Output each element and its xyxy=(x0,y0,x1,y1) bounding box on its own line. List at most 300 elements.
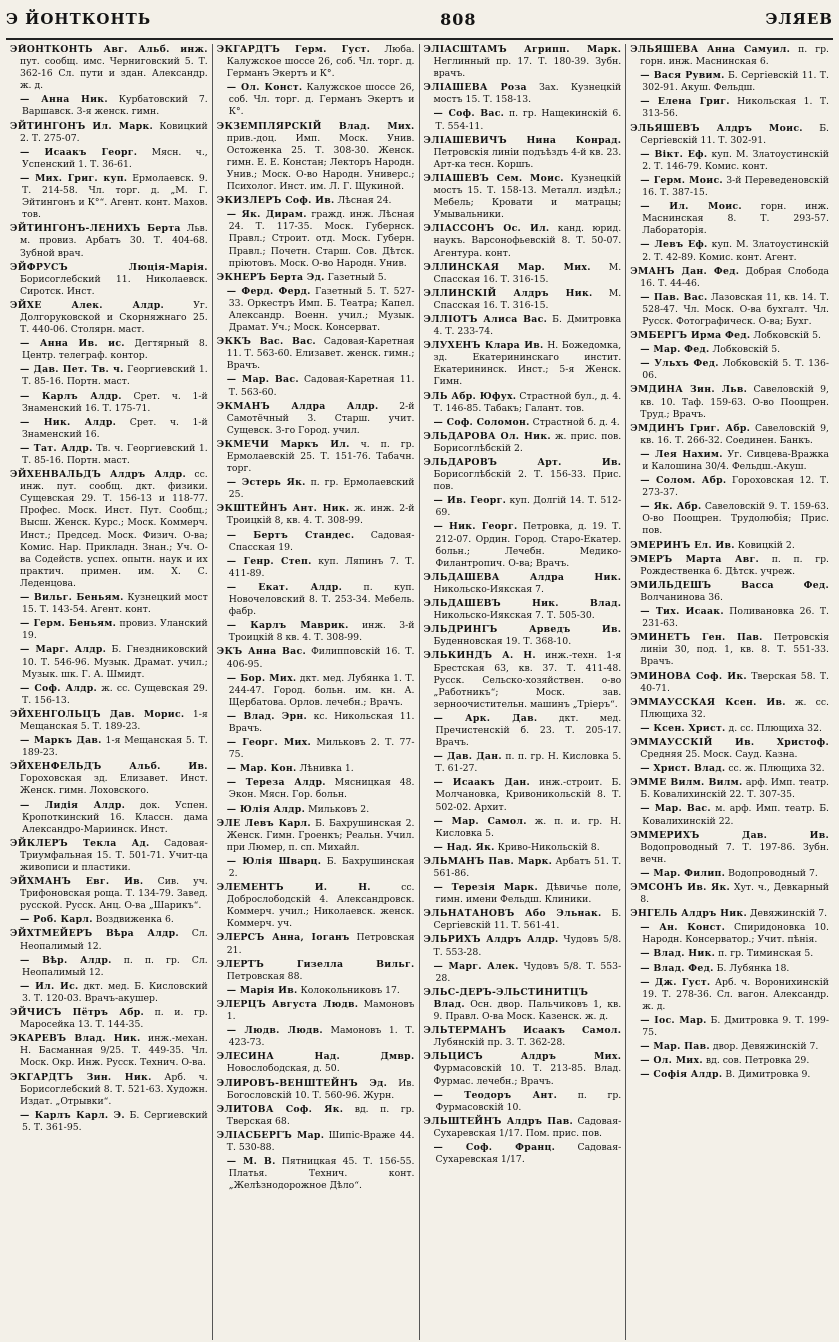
directory-entry xyxy=(10,223,208,259)
entry-name: — Марг. Алек. xyxy=(433,960,519,972)
entry-details: Петровская 88. xyxy=(226,970,303,982)
directory-entry xyxy=(424,314,622,338)
entry-name: ЭЛІАШЕВИЧЪ Нина Конрад. xyxy=(423,134,622,146)
directory-entry xyxy=(217,336,415,372)
directory-entry xyxy=(630,868,829,880)
entry-name: ЭЛІАШЕВА Роза xyxy=(423,82,527,94)
entry-details: ч. п. гр. Ермолаевскій 25. Т. 151-76. Табачн. торг. xyxy=(226,438,415,475)
entry-name: ЭМДИНЪ Григ. Абр. xyxy=(630,422,751,434)
entry-name: — Над. Як. xyxy=(433,841,495,853)
entry-name: — Влад. Эрн. xyxy=(226,710,308,722)
directory-entry xyxy=(630,697,829,721)
entry-name: — Лея Нахим. xyxy=(640,448,723,460)
directory-entry xyxy=(10,417,208,441)
entry-details: Водопроводный 7. xyxy=(728,867,818,879)
entry-details: Срет. ч. 1-й Знаменский 16. Т. 175-71. xyxy=(22,390,208,414)
entry-details: Никольско-Иякская 7. Т. 505-30. xyxy=(433,610,595,622)
entry-name: ЭЛЬДРИНГЪ Арведъ Ив. xyxy=(423,624,622,636)
directory-entry xyxy=(424,173,622,221)
entry-name: ЭЙХТМЕЙЕРЪ Вѣра Алдр. xyxy=(10,928,179,940)
entry-details: ж. прис. пов. Борисоглѣбскій 2. xyxy=(433,430,622,454)
directory-entry xyxy=(217,673,415,709)
directory-entry xyxy=(217,121,415,194)
directory-entry xyxy=(424,934,622,958)
entry-name: ЭЙТИНГОНЪ Ил. Марк. xyxy=(10,120,154,132)
entry-details: Георгиевский 1. Т. 85-16. Портн. маст. xyxy=(22,364,208,388)
entry-details: Тв. ч. Георгиевский 1. Т. 85-16. Портн. маст. xyxy=(22,442,208,466)
entry-details: инж.-механ. Н. Басманная 9/25. Т. 449-35. Чл. Моск. Окр. Инж. Русск. Технич. О-ва. xyxy=(20,1033,208,1069)
directory-entry xyxy=(630,948,829,960)
directory-entry xyxy=(630,123,829,147)
entry-details: Кузнецкий мост 15. Т. 143-54. Агент. конт. xyxy=(22,592,208,616)
directory-entry xyxy=(424,288,622,312)
directory-entry xyxy=(630,266,829,290)
entry-name: ЭЙФРУСЪ Люція-Марія. xyxy=(10,261,208,273)
entry-details: Мильковъ 2. Т. 77-75. xyxy=(228,737,415,761)
entry-name: — Бор. Мих. xyxy=(226,672,297,684)
entry-name: ЭММЕ Вилм. Вилм. xyxy=(630,777,743,789)
directory-entry xyxy=(630,737,829,761)
entry-name: — Пав. Вас. xyxy=(640,291,708,303)
entry-details: Никольская 1. Т. 313-56. xyxy=(642,96,829,120)
directory-entry xyxy=(424,108,622,132)
entry-name: — Мих. Григ. куп. xyxy=(20,172,128,184)
entry-details: Мамоновъ 1. Т. 423-73. xyxy=(228,1025,415,1049)
directory-entry xyxy=(424,882,622,906)
entry-details: Арб. ч. Воронихинскій 19. Т. 278-36. Сл. вагон. Александр. ж. д. xyxy=(642,976,829,1012)
entry-name: — Елена Григ. xyxy=(640,96,730,108)
entry-name: — Як. Дирам. xyxy=(226,209,307,221)
directory-entry xyxy=(630,977,829,1013)
entry-details: инж.-техн. 1-я Брестская 63, кв. 37. Т. 411-48. Русск. Сельско-хозяйствен. о-во „Работникъ“; Моск. зав. зерноочистительн. машинъ „Тріеръ“. xyxy=(433,650,622,710)
directory-column-1 xyxy=(6,44,213,1340)
directory-entry xyxy=(10,262,208,298)
directory-entry xyxy=(10,338,208,362)
entry-details: Гороховская 12. Т. 273-37. xyxy=(642,475,829,499)
entry-name: — Вѣр. Алдр. xyxy=(20,954,112,966)
entry-name: ЭЙХЕНГОЛЬЦЪ Дав. Морис. xyxy=(10,708,185,720)
directory-entry xyxy=(424,431,622,455)
entry-details: Страстной б. д. 4. xyxy=(532,416,620,428)
directory-entry xyxy=(217,804,415,816)
entry-details: Б. Дмитровка 4. Т. 233-74. xyxy=(433,313,622,338)
entry-details: Лобковскій 5. xyxy=(712,344,781,356)
entry-details: Волчанинова 36. xyxy=(640,591,723,603)
entry-details: Зах. Кузнецкій мостъ 15. Т. 158-13. xyxy=(433,82,622,106)
directory-entry xyxy=(630,777,829,801)
entry-name: ЭМЕРИНЪ Ел. Ив. xyxy=(630,539,735,551)
entry-name: — Екат. Алдр. xyxy=(226,581,343,593)
entry-name: — Влад. Фед. xyxy=(640,962,714,974)
directory-entry xyxy=(424,598,622,622)
entry-name: — Тат. Алдр. xyxy=(20,442,93,454)
directory-entry xyxy=(217,882,415,930)
directory-entry xyxy=(424,262,622,286)
entry-details: кс. Никольская 11. Врачъ. xyxy=(228,710,415,734)
entry-name: ЭЛЬЯШЕВЪ Алдръ Моис. xyxy=(630,122,803,134)
entry-name: ЭКШТЕЙНЪ Ант. Ник. xyxy=(216,503,350,515)
directory-entry xyxy=(630,671,829,695)
entry-details: Срет. ч. 1-й Знаменский 16. xyxy=(22,416,208,440)
directory-entry xyxy=(630,803,829,827)
entry-name: — Христ. Влад. xyxy=(640,763,726,775)
directory-entry xyxy=(630,908,829,920)
directory-entry xyxy=(630,292,829,328)
directory-entry xyxy=(10,735,208,759)
directory-entry xyxy=(217,711,415,735)
directory-entry xyxy=(630,175,829,199)
entry-details: Садовая-Каретная 11. Т. 563-60. Елизавет. женск. гимн.; Врачъ. xyxy=(226,336,415,372)
entry-details: пут. сообщ. имс. Черниговский 5. Т. 362-16 Сл. пути и здан. Александр. ж. д. xyxy=(20,56,208,92)
entry-name: — Анна Ник. xyxy=(20,94,108,106)
directory-entry xyxy=(630,501,829,537)
entry-details: Мильковъ 2. xyxy=(308,803,370,815)
entry-name: ЭЛЬЦИСЪ Алдръ Мих. xyxy=(423,1051,622,1063)
entry-details: п. п. гр. Н. Кисловка 5. Т. 61-27. xyxy=(435,751,622,775)
entry-details: док. Успен. Кропоткинский 16. Классн. дама Александро-Мариинск. Инст. xyxy=(22,799,208,835)
entry-details: Новослободская, д. 50. xyxy=(226,1063,340,1075)
entry-name: — Як. Абр. xyxy=(640,501,702,513)
entry-details: Осн. двор. Пальчиковъ 1, кв. 9. Правл. О-ва Моск. Казенск. ж. д. xyxy=(433,998,622,1023)
entry-details: Льв. м. провиз. Арбатъ 30. Т. 404-68. Зубной врач. xyxy=(20,223,208,259)
directory-entry xyxy=(424,417,622,429)
directory-entry xyxy=(630,201,829,237)
directory-entry xyxy=(10,469,208,590)
entry-details: Газетный 5. xyxy=(327,271,387,283)
entry-name: — Ник. Георг. xyxy=(433,521,518,533)
entry-details: Калужское шоссе 26, соб. Чл. торг. д. Германъ Экертъ и К°. xyxy=(228,82,415,118)
entry-details: дкт. мед. Б. Кисловский 3. Т. 120-03. Врачъ-акушер. xyxy=(22,980,208,1004)
directory-entry xyxy=(424,457,622,493)
entry-details: Люба. Калужское шоссе 26, соб. Чл. торг. д. Германъ Экертъ и К°. xyxy=(226,44,415,80)
entry-name: ЭЛІАСШТАМЪ Агрипп. Марк. xyxy=(423,44,622,55)
entry-name: ЭКГАРДТЪ Герм. Густ. xyxy=(216,44,371,55)
directory-entry xyxy=(217,1130,415,1154)
entry-details: Арб. ч. Борисоглебский 8. Т. 521-63. Художн. Издат. „Отрывки“. xyxy=(20,1071,208,1107)
entry-details: 1-я Мещанская 5. Т. 189-23. xyxy=(20,708,208,732)
directory-entry xyxy=(424,908,622,932)
directory-entry xyxy=(424,650,622,710)
entry-details: Колокольниковъ 17. xyxy=(300,984,400,996)
entry-details: вд. п. гр. Тверская 68. xyxy=(226,1103,415,1127)
directory-entry xyxy=(217,286,415,334)
entry-name: — Соф. Соломон. xyxy=(433,416,530,428)
entry-details: М. Спасская 16. Т. 316-15. xyxy=(433,261,622,285)
entry-name: — Ульхъ Фед. xyxy=(640,358,719,370)
entry-details: Савеловскій 9. Т. 159-63. О-во Поощрен. Трудолюбія; Прис. пов. xyxy=(642,501,829,537)
entry-name: ЭЛЬРИХЪ Алдръ Алдр. xyxy=(423,934,559,946)
directory-entry xyxy=(10,94,208,118)
directory-entry xyxy=(424,135,622,171)
directory-entry xyxy=(424,44,622,80)
entry-name: — Мар. Самол. xyxy=(433,815,527,827)
entry-details: Б. Бахрушинская 2. xyxy=(228,855,415,879)
entry-details: п. куп. Новочеловский 8. Т. 253-34. Мебель. фабр. xyxy=(228,581,415,618)
entry-details: Б. Сергиевский 5. Т. 361-95. xyxy=(22,1109,208,1133)
entry-details: куп. Долгій 14. Т. 512-69. xyxy=(435,495,622,519)
directory-entry xyxy=(424,856,622,880)
entry-name: ЭЙХЕ Алек. Алдр. xyxy=(10,299,165,311)
directory-entry xyxy=(10,928,208,952)
entry-name: — Ол. Мих. xyxy=(640,1055,703,1067)
entry-details: арф. Имп. театр. Б. Ковалихинскій 22. Т. 307-35. xyxy=(640,777,829,801)
entry-details: п. гр. Нащекинскій 6. Т. 554-11. xyxy=(435,108,622,132)
entry-details: Лубянскій пр. 3. Т. 362-28. xyxy=(433,1037,566,1049)
entry-details: Б. Гнездниковский 10. Т. 546-96. Музык. Драмат. учил.; Музык. шк. Г. А. Шмидт. xyxy=(22,644,208,680)
entry-details: Страстной бул., д. 4. Т. 146-85. Табакъ; Галант. тов. xyxy=(433,390,622,414)
entry-details: куп. М. Златоустинскій 2. Т. 146-79. Комис. конт. xyxy=(642,148,829,172)
entry-details: Б. Дмитровка 9. Т. 199-75. xyxy=(642,1014,829,1039)
entry-details: Ковицкий 2. Т. 275-07. xyxy=(20,120,208,144)
directory-entry xyxy=(217,763,415,775)
entry-name: ЭЛЕРСЪ Анна, Іоганъ xyxy=(216,932,350,944)
entry-details: Тверская 58. Т. 40-71. xyxy=(640,670,829,694)
entry-name: ЭЛЛИНСКАЯ Мар. Мих. xyxy=(423,261,591,273)
entry-details: Пятницкая 45. Т. 156-55. Платья. Технич. конт. „Желѣзнодорожное Дѣло“. xyxy=(228,1156,415,1192)
entry-name: ЭМИНЕТЪ Ген. Пав. xyxy=(630,632,763,644)
entry-details: В. Димитровка 9. xyxy=(725,1069,811,1081)
entry-details: м. арф. Имп. театр. Б. Ковалихинскій 22. xyxy=(642,803,829,827)
directory-entry xyxy=(630,149,829,173)
entry-details: Уг. Долгоруковской и Скорняжнаго 25. Т. 440-06. Столярн. маст. xyxy=(20,299,208,336)
entry-details: Лобковскій 5. Т. 136-06. xyxy=(642,358,829,382)
entry-name: — Юлія Алдр. xyxy=(226,803,306,815)
directory-entry xyxy=(630,239,829,263)
entry-details: Дегтярный 8. Центр. телеграф. контор. xyxy=(22,338,208,362)
directory-entry xyxy=(217,82,415,118)
entry-details: Дѣвичье поле, гимн. имени Фельдш. Клиники. xyxy=(435,882,622,906)
entry-details: куп. Ляпинъ 7. Т. 411-89. xyxy=(228,555,415,579)
entry-name: — Іос. Мар. xyxy=(640,1014,707,1026)
directory-entry xyxy=(217,503,415,527)
entry-details: Поливановка 26. Т. 231-63. xyxy=(642,606,829,630)
entry-name: ЭЛИРОВЪ-ВЕНШТЕЙНЪ Эд. xyxy=(216,1077,388,1089)
entry-details: Фурмасовскій 10. Т. 213-85. Влад. Фурмас. лечебн.; Врачъ. xyxy=(433,1063,622,1087)
entry-details: Петровка, д. 19. Т. 212-07. Ордин. Город. Старо-Екатер. больн.; Лечебн. Медико-Филантропич. О-ва; Врачъ. xyxy=(435,521,622,569)
entry-name: ЭЛИТОВА Соф. Як. xyxy=(216,1103,344,1115)
directory-entry xyxy=(217,530,415,554)
entry-name: — Роб. Карл. xyxy=(20,914,93,926)
entry-details: Ив. Богословскій 10. Т. 560-96. Журн. xyxy=(226,1077,415,1101)
entry-name: — Марія Ив. xyxy=(226,984,298,996)
entry-name: ЭКЗЕМПЛЯРСКІЙ Влад. Мих. xyxy=(216,120,415,132)
entry-details: Уг. Сивцева-Вражка и Калошина 30/4. Фельдш.-Акуш. xyxy=(642,448,829,472)
entry-name: ЭККЪ Вас. Вас. xyxy=(216,336,316,348)
entry-name: — Ксен. Христ. xyxy=(640,722,726,734)
directory-entry xyxy=(10,44,208,92)
directory-entry xyxy=(217,856,415,880)
directory-entry xyxy=(630,882,829,906)
entry-name: — Тереза Алдр. xyxy=(226,777,326,789)
entry-details: Б. Сергіевскій 11. Т. 302-91. xyxy=(640,122,829,146)
entry-name: ЭЙХЕНФЕЛЬДЪ Альб. Ив. xyxy=(10,761,208,773)
directory-entry xyxy=(630,1055,829,1067)
entry-name: — Ил. Моис. xyxy=(640,201,742,213)
directory-entry xyxy=(10,914,208,926)
directory-entry xyxy=(217,439,415,475)
directory-entry xyxy=(630,96,829,120)
entry-name: — Мар. Филип. xyxy=(640,867,726,879)
directory-entry xyxy=(630,330,829,342)
entry-name: ЭЙТИНГОНЪ-ЛЕНИХЪ Берта xyxy=(10,223,181,235)
entry-name: — Исаакъ Георг. xyxy=(20,146,138,158)
entry-details: Борисоглебский 11. Николаевск. Сиротск. Инст. xyxy=(20,273,208,297)
entry-details: Филипповскій 16. Т. 406-95. xyxy=(226,646,415,670)
entry-details: Добрая Слобода 16. Т. 44-46. xyxy=(640,265,829,289)
directory-entry xyxy=(10,761,208,797)
entry-name: ЭЛЕРЦЪ Августа Людв. xyxy=(216,998,359,1010)
entry-name: — Теодоръ Ант. xyxy=(433,1089,558,1101)
directory-entry xyxy=(10,800,208,836)
entry-name: ЭЛІАСБЕРГЪ Мар. xyxy=(216,1129,325,1141)
directory-entry xyxy=(217,195,415,207)
directory-entry xyxy=(424,624,622,648)
entry-details: ж. сс. Плющиха 32. xyxy=(640,696,829,720)
directory-entry xyxy=(217,999,415,1023)
entry-details: Савеловскій 9, кв. 10. Таф. 159-63. О-во Поощрен. Труд.; Врачъ. xyxy=(640,384,829,420)
directory-entry xyxy=(217,44,415,80)
directory-entry xyxy=(630,1069,829,1081)
entry-name: — Карлъ Карл. Э. xyxy=(20,1109,125,1121)
entry-name: ЭЙХЕНВАЛЬДЪ Алдръ Алдр. xyxy=(10,469,186,481)
directory-entry xyxy=(630,70,829,94)
directory-entry xyxy=(10,838,208,874)
directory-entry xyxy=(10,391,208,415)
directory-entry xyxy=(630,763,829,775)
entry-name: — Людв. Людв. xyxy=(226,1025,323,1037)
entry-details: вд. сов. Петровка 29. xyxy=(705,1055,810,1067)
directory-entry xyxy=(10,709,208,733)
entry-details: Борисоглѣбскій 2. Т. 156-33. Прис. пов. xyxy=(433,469,622,493)
entry-name: — Софія Алдр. xyxy=(640,1069,723,1081)
entry-details: Петровскія линіи подъѣздъ 4-й кв. 23. Арт-ка тесн. Коршъ. xyxy=(433,146,622,170)
entry-name: — Исаакъ Дан. xyxy=(433,777,531,789)
entry-details: канд. юрид. наукъ. Варсонофьевскій 8. Т. 50-07. Агентура. конт. xyxy=(433,223,622,259)
entry-name: ЭКГАРДТЪ Зин. Ник. xyxy=(10,1071,152,1083)
directory-entry xyxy=(424,713,622,749)
entry-name: — Терезія Марк. xyxy=(433,882,538,894)
directory-entry xyxy=(217,646,415,670)
entry-details: Ковицкій 2. xyxy=(737,539,795,551)
entry-name: — Герм. Моис. xyxy=(640,174,723,186)
entry-name: ЭКАРЕВЪ Влад. Ник. xyxy=(10,1033,141,1045)
entry-details: Никольско-Иякская 7. xyxy=(433,583,544,595)
entry-name: ЭЛЬКИНДЪ А. Н. xyxy=(423,650,536,662)
directory-column-2 xyxy=(213,44,420,1340)
entry-name: ЭМСОНЪ Ив. Як. xyxy=(630,882,731,893)
directory-entry xyxy=(630,475,829,499)
entry-name: — Мар. Пав. xyxy=(640,1041,710,1053)
directory-entry xyxy=(10,173,208,221)
entry-name: ЭКМАНЪ Алдра Алдр. xyxy=(216,400,379,412)
running-head xyxy=(6,0,833,40)
entry-name: — Мар. Вас. xyxy=(640,803,711,815)
directory-entry xyxy=(10,121,208,145)
entry-name: ЭЙОНТКОНТЬ Авг. Альб. инж. xyxy=(10,44,208,55)
directory-entry xyxy=(217,737,415,761)
entry-details: инж. 3-й Троицкій 8 кв. 4. Т. 308-99. xyxy=(228,620,415,644)
entry-details: 2-й Самотёчный 3. Старш. учит. Сущевск. 3-го Город. учил. xyxy=(226,400,415,436)
entry-name: — Дав. Пет. Тв. ч. xyxy=(20,364,124,376)
entry-details: горн. инж. Маснинская 8. Т. 293-57. Лабораторія. xyxy=(642,201,829,237)
directory-entry xyxy=(424,987,622,1023)
entry-details: д. сс. Плющиха 32. xyxy=(728,722,822,734)
directory-entry xyxy=(10,364,208,388)
directory-entry xyxy=(630,384,829,420)
entry-details: Арбатъ 51. Т. 561-86. xyxy=(433,855,622,879)
entry-name: ЭЛЬ Абр. Юфух. xyxy=(423,390,517,402)
directory-entry xyxy=(630,963,829,975)
entry-details: сс. инж. пут. сообщ. дкт. физики. Сущевская 29. Т. 156-13 и 118-77. Профес. Моск. Инст. Пут. Сообщ.; Высш. Женск. Курс.; Моск. Коммерч. Инст.; Председ. Моск. Физич. О-ва; Комис. Нар. Прикладн. Знан.; Уч. О-ва Содейств. успех. опытн. наук и их практич. примен. им. Х. С. Леденцова. xyxy=(20,469,208,589)
entry-name: — Генр. Степ. xyxy=(226,555,312,567)
entry-name: ЭЛЕ Левъ Карл. xyxy=(216,817,311,829)
directory-entry xyxy=(10,683,208,707)
entry-name: ЭЛЕРТЪ Гизелла Вильг. xyxy=(216,958,415,970)
entry-name: ЭЛЛІОТЪ Алиса Вас. xyxy=(423,313,548,325)
directory-entry xyxy=(424,1116,622,1140)
entry-details: Б. Сергіевскій 11. Т. 302-91. Акуш. Фельдш. xyxy=(642,70,829,94)
directory-entry xyxy=(424,521,622,569)
entry-details: Газетный 5. Т. 527-33. Оркестръ Имп. Б. Театра; Капел. Александр. Военн. учил.; Музык. Драмат. Уч.; Моск. Консерват. xyxy=(228,285,415,334)
entry-name: — Юлія Шварц. xyxy=(226,855,322,867)
entry-name: — Ан. Конст. xyxy=(640,922,726,934)
entry-details: Мясн. ч., Успенский 1. Т. 36-61. xyxy=(22,146,208,170)
entry-name: ЭЛЬДАШЕВА Алдра Ник. xyxy=(423,571,622,583)
directory-entry xyxy=(424,961,622,985)
entry-details: сс. Доброслободскій 4. Александровск. Коммерч. учил.; Николаевск. женск. Коммерч. уч. xyxy=(226,882,415,930)
directory-entry xyxy=(630,423,829,447)
entry-details: Сив. уч. Трифоновская роща. Т. 134-79. Завед. русской. Русск. Анц. О-ва „Шарикъ“. xyxy=(20,876,208,912)
entry-details: М. Спасская 16. Т. 316-15. xyxy=(433,287,622,311)
directory-entry xyxy=(217,620,415,644)
entry-name: ЭЛЬС-ДЕРЪ-ЭЛЬСТИНИТЦЪ Влад. xyxy=(423,986,589,1010)
directory-column-3 xyxy=(420,44,627,1340)
entry-details: Гороховская зд. Елизавет. Инст. Женск. гимн. Лоховского. xyxy=(20,773,208,797)
entry-name: — Георг. Мих. xyxy=(226,737,312,749)
entry-details: Хут. ч., Девкарный 8. xyxy=(640,882,829,906)
entry-details: п. гр. горн. инж. Маснинская 6. xyxy=(640,44,829,68)
directory-entry xyxy=(424,572,622,596)
entry-details: Лазовская 11, кв. 14. Т. 528-47. Чл. Моск. О-ва бухгалт. Чл. Русск. Фотографическ. О-ва; Бухг. xyxy=(642,291,829,327)
entry-name: — Мар. Фед. xyxy=(640,344,710,356)
directory-entry xyxy=(10,592,208,616)
entry-details: Сл. Неопалимый 12. xyxy=(20,928,208,952)
entry-details: Чудовъ 5/8. Т. 553-28. xyxy=(435,960,622,984)
directory-entry xyxy=(217,1104,415,1128)
directory-entry xyxy=(10,981,208,1005)
directory-entry xyxy=(217,818,415,854)
entry-name: — Эстерь Як. xyxy=(226,477,306,489)
entry-name: — Анна Ив. ис. xyxy=(20,338,125,350)
directory-entry xyxy=(630,44,829,68)
entry-details: п. п. гр. Рождественка 6. Дѣтск. учреж. xyxy=(640,553,829,577)
entry-details: провиз. Уланский 19. xyxy=(22,618,208,642)
directory-entry xyxy=(424,391,622,415)
directory-entry xyxy=(10,1033,208,1069)
entry-name: — Влад. Ник. xyxy=(640,948,716,960)
entry-name: ЭЛЕМЕНТЪ И. Н. xyxy=(216,882,371,894)
directory-entry xyxy=(217,477,415,501)
entry-details: куп. М. Златоустинскій 2. Т. 42-89. Комис. конт. Агент. xyxy=(642,239,829,263)
directory-entry xyxy=(217,374,415,398)
entry-name: ЭМБЕРГЪ Ирма Фед. xyxy=(630,330,751,342)
entry-details: Садовая-Сухаревская 1/17. xyxy=(435,1141,622,1166)
directory-entry xyxy=(630,723,829,735)
directory-entry xyxy=(630,1015,829,1039)
directory-entry xyxy=(217,582,415,618)
entry-name: ЭЛЬНАТАНОВЪ Або Эльнак. xyxy=(423,908,602,920)
directory-entry xyxy=(630,922,829,946)
